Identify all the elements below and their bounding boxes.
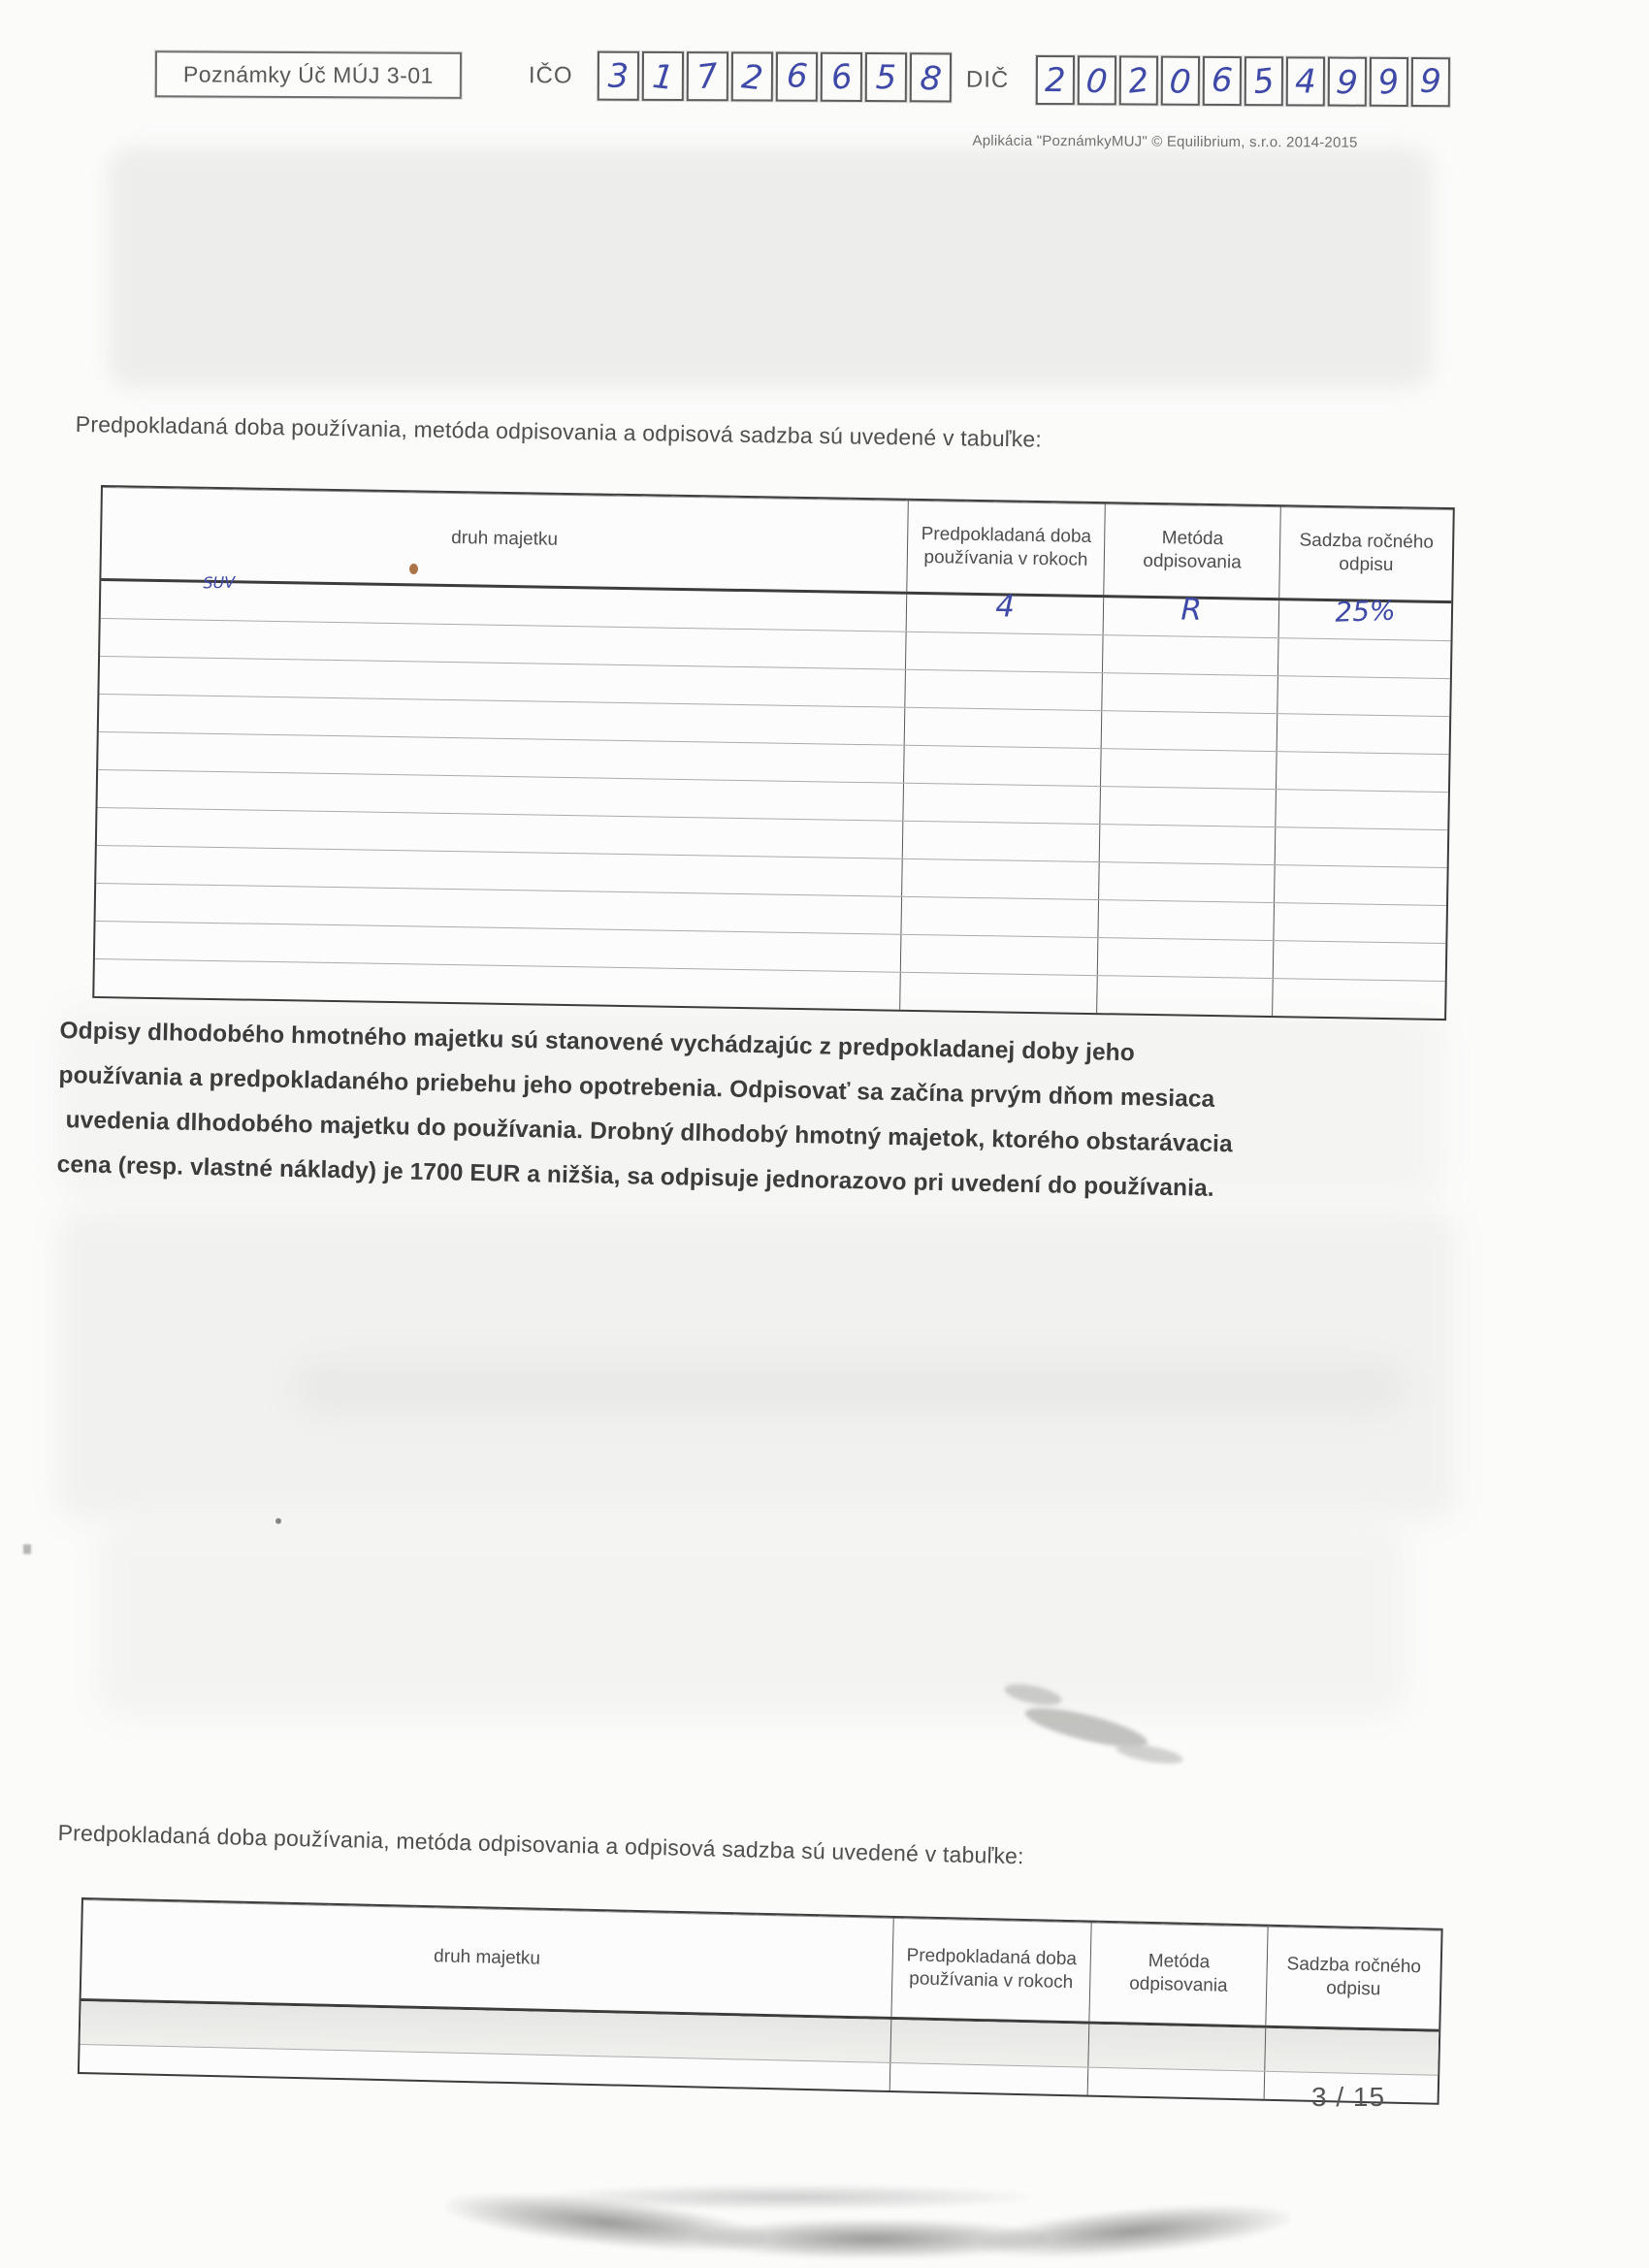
form-title: Poznámky Úč MÚJ 3-01 bbox=[182, 60, 434, 88]
scan-speck-brown bbox=[409, 564, 418, 574]
ico-digit: 5 bbox=[875, 57, 897, 97]
depreciation-paragraph bbox=[56, 1009, 1476, 1217]
dic-digit: 9 bbox=[1418, 61, 1442, 102]
cell-sadzba-odpisu bbox=[1279, 594, 1451, 640]
ico-label: IČO bbox=[528, 62, 573, 89]
ico-digit-box bbox=[776, 52, 818, 102]
ico-digit: 6 bbox=[785, 55, 809, 96]
dic-digit-box bbox=[1161, 56, 1200, 106]
dic-digit-box bbox=[1036, 55, 1075, 105]
handwritten-sadzba: 25% bbox=[1334, 594, 1397, 629]
scan-smudge-mid-3 bbox=[1115, 1740, 1184, 1767]
depreciation-table-2 bbox=[78, 1897, 1443, 2105]
paragraph-line: Odpisy dlhodobého hmotného majetku sú stanovené vychádzajúc z predpokladanej doby jeho bbox=[59, 1017, 1136, 1067]
dic-digit-box bbox=[1203, 56, 1242, 106]
scan-smudge-bottom-4 bbox=[543, 2185, 1028, 2210]
header-druh-majetku: druh majetku bbox=[81, 1899, 894, 2017]
dic-digit-box bbox=[1370, 57, 1408, 107]
ico-digit-box bbox=[687, 51, 728, 101]
paragraph-line: používania a predpokladaného priebehu jeho opotrebenia. Odpisovať sa začína prvým dňom mesiaca bbox=[58, 1061, 1215, 1113]
scan-mark-left-margin bbox=[23, 1544, 31, 1554]
dic-digit: 4 bbox=[1294, 61, 1316, 101]
dic-label: DIČ bbox=[965, 66, 1010, 93]
ico-digit: 7 bbox=[695, 55, 721, 97]
dic-digit: 2 bbox=[1044, 60, 1066, 100]
app-attribution: Aplikácia "PoznámkyMUJ" © Equilibrium, s.r.o. 2014-2015 bbox=[972, 132, 1358, 151]
handwritten-doba: 4 bbox=[995, 589, 1016, 625]
dic-digit: 0 bbox=[1083, 60, 1110, 102]
cell-doba-pouzivania bbox=[907, 589, 1105, 634]
header-doba-pouzivania: Predpokladaná doba používania v rokoch bbox=[891, 1918, 1092, 2022]
form-title-box bbox=[155, 50, 462, 99]
ico-digit: 6 bbox=[828, 56, 855, 98]
ico-digit-box bbox=[642, 51, 684, 101]
dic-digit: 0 bbox=[1167, 61, 1193, 103]
paragraph-line: uvedenia dlhodobého majetku do používania. Drobný dlhodobý hmotný majetok, ktorého obstarávacia bbox=[65, 1107, 1233, 1158]
scan-speck-dark bbox=[275, 1518, 281, 1524]
ico-digit: 2 bbox=[739, 56, 765, 98]
dic-digit: 6 bbox=[1210, 59, 1234, 101]
dic-digit-box bbox=[1411, 57, 1450, 107]
ico-digit: 1 bbox=[650, 56, 676, 98]
header-doba-pouzivania: Predpokladaná doba používania v rokoch bbox=[907, 501, 1106, 595]
dic-digit-box bbox=[1286, 56, 1325, 106]
ico-digit-box bbox=[910, 52, 952, 102]
ico-digit-box bbox=[731, 51, 773, 101]
ico-digit-box bbox=[865, 52, 907, 102]
intro-sentence-1: Predpokladaná doba používania, metóda odpisovania a odpisová sadzba sú uvedené v tabuľke: bbox=[75, 411, 1043, 452]
dic-digit: 9 bbox=[1375, 61, 1402, 103]
intro-sentence-2: Predpokladaná doba používania, metóda odpisovania a odpisová sadzba sú uvedené v tabuľke: bbox=[57, 1820, 1025, 1869]
dic-digit: 5 bbox=[1250, 60, 1277, 102]
header-druh-majetku: druh majetku bbox=[101, 487, 908, 592]
dic-digit-box bbox=[1328, 57, 1367, 107]
page-number: 3 / 15 bbox=[1311, 2082, 1386, 2112]
dic-digit-box bbox=[1119, 55, 1158, 105]
header-metoda-odpisovania: Metóda odpisovania bbox=[1090, 1923, 1269, 2025]
ico-digit-box bbox=[598, 51, 639, 101]
ico-digit-box bbox=[821, 52, 862, 102]
handwritten-druh-majetku: SUV bbox=[203, 572, 236, 593]
depreciation-table-1 bbox=[92, 485, 1455, 1021]
header-metoda-odpisovania: Metóda odpisovania bbox=[1105, 503, 1281, 598]
dic-digit: 9 bbox=[1334, 62, 1360, 104]
dic-digit-boxes bbox=[1036, 55, 1450, 107]
dic-digit-box bbox=[1078, 55, 1116, 105]
scan-shadow-streak bbox=[291, 1358, 1406, 1416]
dic-digit: 2 bbox=[1125, 59, 1151, 102]
paragraph-line: cena (resp. vlastné náklady) je 1700 EUR a nižšia, sa odpisuje jednorazovo pri uvedení do používania. bbox=[56, 1150, 1214, 1202]
handwritten-metoda: R bbox=[1180, 592, 1203, 628]
scan-shadow-middle-lower bbox=[97, 1523, 1406, 1717]
cell-metoda-odpisovania bbox=[1104, 592, 1280, 637]
form-header bbox=[0, 0, 1649, 202]
ico-digit: 8 bbox=[918, 57, 944, 99]
ico-digit: 3 bbox=[607, 56, 630, 96]
header-sadzba-odpisu: Sadzba ročného odpisu bbox=[1299, 530, 1435, 576]
dic-digit-box bbox=[1245, 56, 1283, 106]
ico-digit-boxes bbox=[598, 51, 952, 103]
header-sadzba-odpisu: Sadzba ročného odpisu bbox=[1286, 1954, 1422, 2000]
